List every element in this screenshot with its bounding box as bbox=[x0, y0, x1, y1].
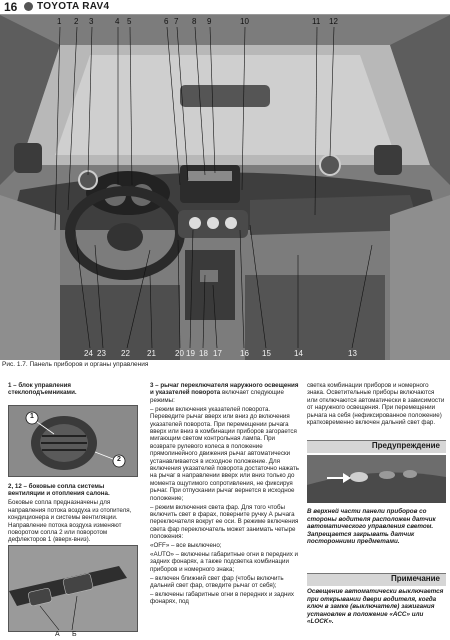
paragraph: Боковые сопла предназначены для направления потока воздуха из отопителя, кондиционера и системы вентиляции. Направление потока воздуха изменяют поворотом сопла 2 или поворотом дефлекторов 1 (вверх-вниз). bbox=[8, 499, 132, 544]
column-3 bbox=[307, 382, 446, 428]
paragraph: «AUTO» – включены габаритные огни в передних и задних фонарях, а также подсветка комбинации приборов и номерного знака; bbox=[150, 550, 299, 573]
dashboard-figure bbox=[0, 15, 450, 360]
sensor-illustration bbox=[307, 455, 446, 503]
paragraph: – включены габаритные огни в передних и задних фонарях, под bbox=[150, 590, 294, 606]
page-number: 16 bbox=[4, 0, 18, 14]
callout-label: 18 bbox=[199, 349, 208, 358]
paragraph: – режим включения света фар. Для того чтобы включить свет в фарах, поверните ручку А рычага переключателя вокруг ее оси. В режиме включения света фар переключатель может занимать четыре положения: bbox=[150, 503, 299, 541]
dashboard-illustration bbox=[0, 15, 450, 360]
callout-label: 6 bbox=[164, 17, 169, 26]
callout-label: 22 bbox=[121, 349, 130, 358]
callout-label: 16 bbox=[240, 349, 249, 358]
callout-label: 20 bbox=[175, 349, 184, 358]
callout-label: 2 bbox=[74, 17, 79, 26]
paragraph: светка комбинации приборов и номерного знака. Осветительные приборы включаются или отключаются автоматически в зависимости от наружного освещения. При перемещении рычага на себя (нефиксированное положение) кратковременно включен дальний свет фар. bbox=[307, 382, 445, 427]
figure-caption: Рис. 1.7. Панель приборов и органы управления bbox=[2, 361, 149, 368]
bullet-icon bbox=[24, 2, 33, 11]
callout-label: 12 bbox=[329, 17, 338, 26]
stalk-figure bbox=[8, 545, 138, 632]
callout-label: 8 bbox=[192, 17, 197, 26]
warning-title: Предупреждение bbox=[371, 441, 440, 450]
callout-label: 21 bbox=[147, 349, 156, 358]
paragraph: – включен ближний свет фар (чтобы включить дальний свет фар, отведите рычаг от себя); bbox=[150, 574, 284, 590]
callout-label: 23 bbox=[97, 349, 106, 358]
callout-label: 11 bbox=[312, 17, 321, 26]
vent-label: 2 bbox=[117, 456, 121, 463]
callout-label: 7 bbox=[174, 17, 179, 26]
vent-figure bbox=[8, 405, 138, 477]
paragraph: 2, 12 – боковые сопла системы вентиляции и отопления салона. bbox=[8, 483, 110, 498]
warning-text: В верхней части панели приборов со стороны водителя расположен датчик автоматического управления светом. Запрещается закрывать датчик посторонними предметами. bbox=[307, 508, 436, 546]
callout-label: 19 bbox=[186, 349, 195, 358]
callout-label: 15 bbox=[262, 349, 271, 358]
callout-label: 17 bbox=[213, 349, 222, 358]
column-1 bbox=[8, 382, 136, 398]
book-title: TOYOTA RAV4 bbox=[37, 1, 110, 12]
callout-label: 24 bbox=[84, 349, 93, 358]
stalk-illustration bbox=[9, 546, 137, 631]
paragraph: 1 – блок управления стеклоподъемниками. bbox=[8, 382, 77, 397]
note-title: Примечание bbox=[390, 574, 440, 583]
stalk-label: А bbox=[55, 631, 60, 638]
callout-label: 5 bbox=[127, 17, 132, 26]
paragraph: «OFF» – все выключено; bbox=[150, 542, 222, 550]
callout-label: 3 bbox=[89, 17, 94, 26]
vent-illustration bbox=[9, 406, 137, 476]
column-1-continued bbox=[8, 483, 136, 545]
vent-label: 1 bbox=[30, 413, 34, 420]
callout-label: 10 bbox=[240, 17, 249, 26]
paragraph: – режим включения указателей поворота. Переведите рычаг вверх или вниз до включения указателей поворота. При перемещении рычага вверх или вниз в комбинации приборов загорается мигающим светом контрольная лампа. При возврате рулевого колеса в положение прямолинейного движения рычаг автоматически устанавливается в исходное положение. Для включения указателей поворота достаточно нажать на рычаг в направлении вверх или вниз только до момента ощутимого сопротивления, не фиксируя рычаг. При отпускании рычаг вернется в исходное положение; bbox=[150, 405, 300, 502]
sensor-figure bbox=[307, 455, 446, 503]
callout-label: 14 bbox=[294, 349, 303, 358]
callout-label: 4 bbox=[115, 17, 120, 26]
paragraph: включает следующие режимы: bbox=[150, 389, 284, 404]
stalk-label: Б bbox=[72, 631, 77, 638]
callout-label: 13 bbox=[348, 349, 357, 358]
page-header bbox=[0, 0, 450, 14]
callout-label: 9 bbox=[207, 17, 212, 26]
paragraph-lead: 3 – рычаг переключателя наружного освещения и указателей поворота bbox=[150, 382, 299, 397]
callout-label: 1 bbox=[57, 17, 62, 26]
column-2 bbox=[150, 382, 300, 607]
note-text: Освещение автоматически выключается при открывании двери водителя, когда ключ в замке (выключателе) зажигания установлен в положение «ACC» или «LOCK». bbox=[307, 588, 444, 626]
note-heading-bar bbox=[307, 573, 446, 586]
warning-heading-bar bbox=[307, 440, 446, 453]
